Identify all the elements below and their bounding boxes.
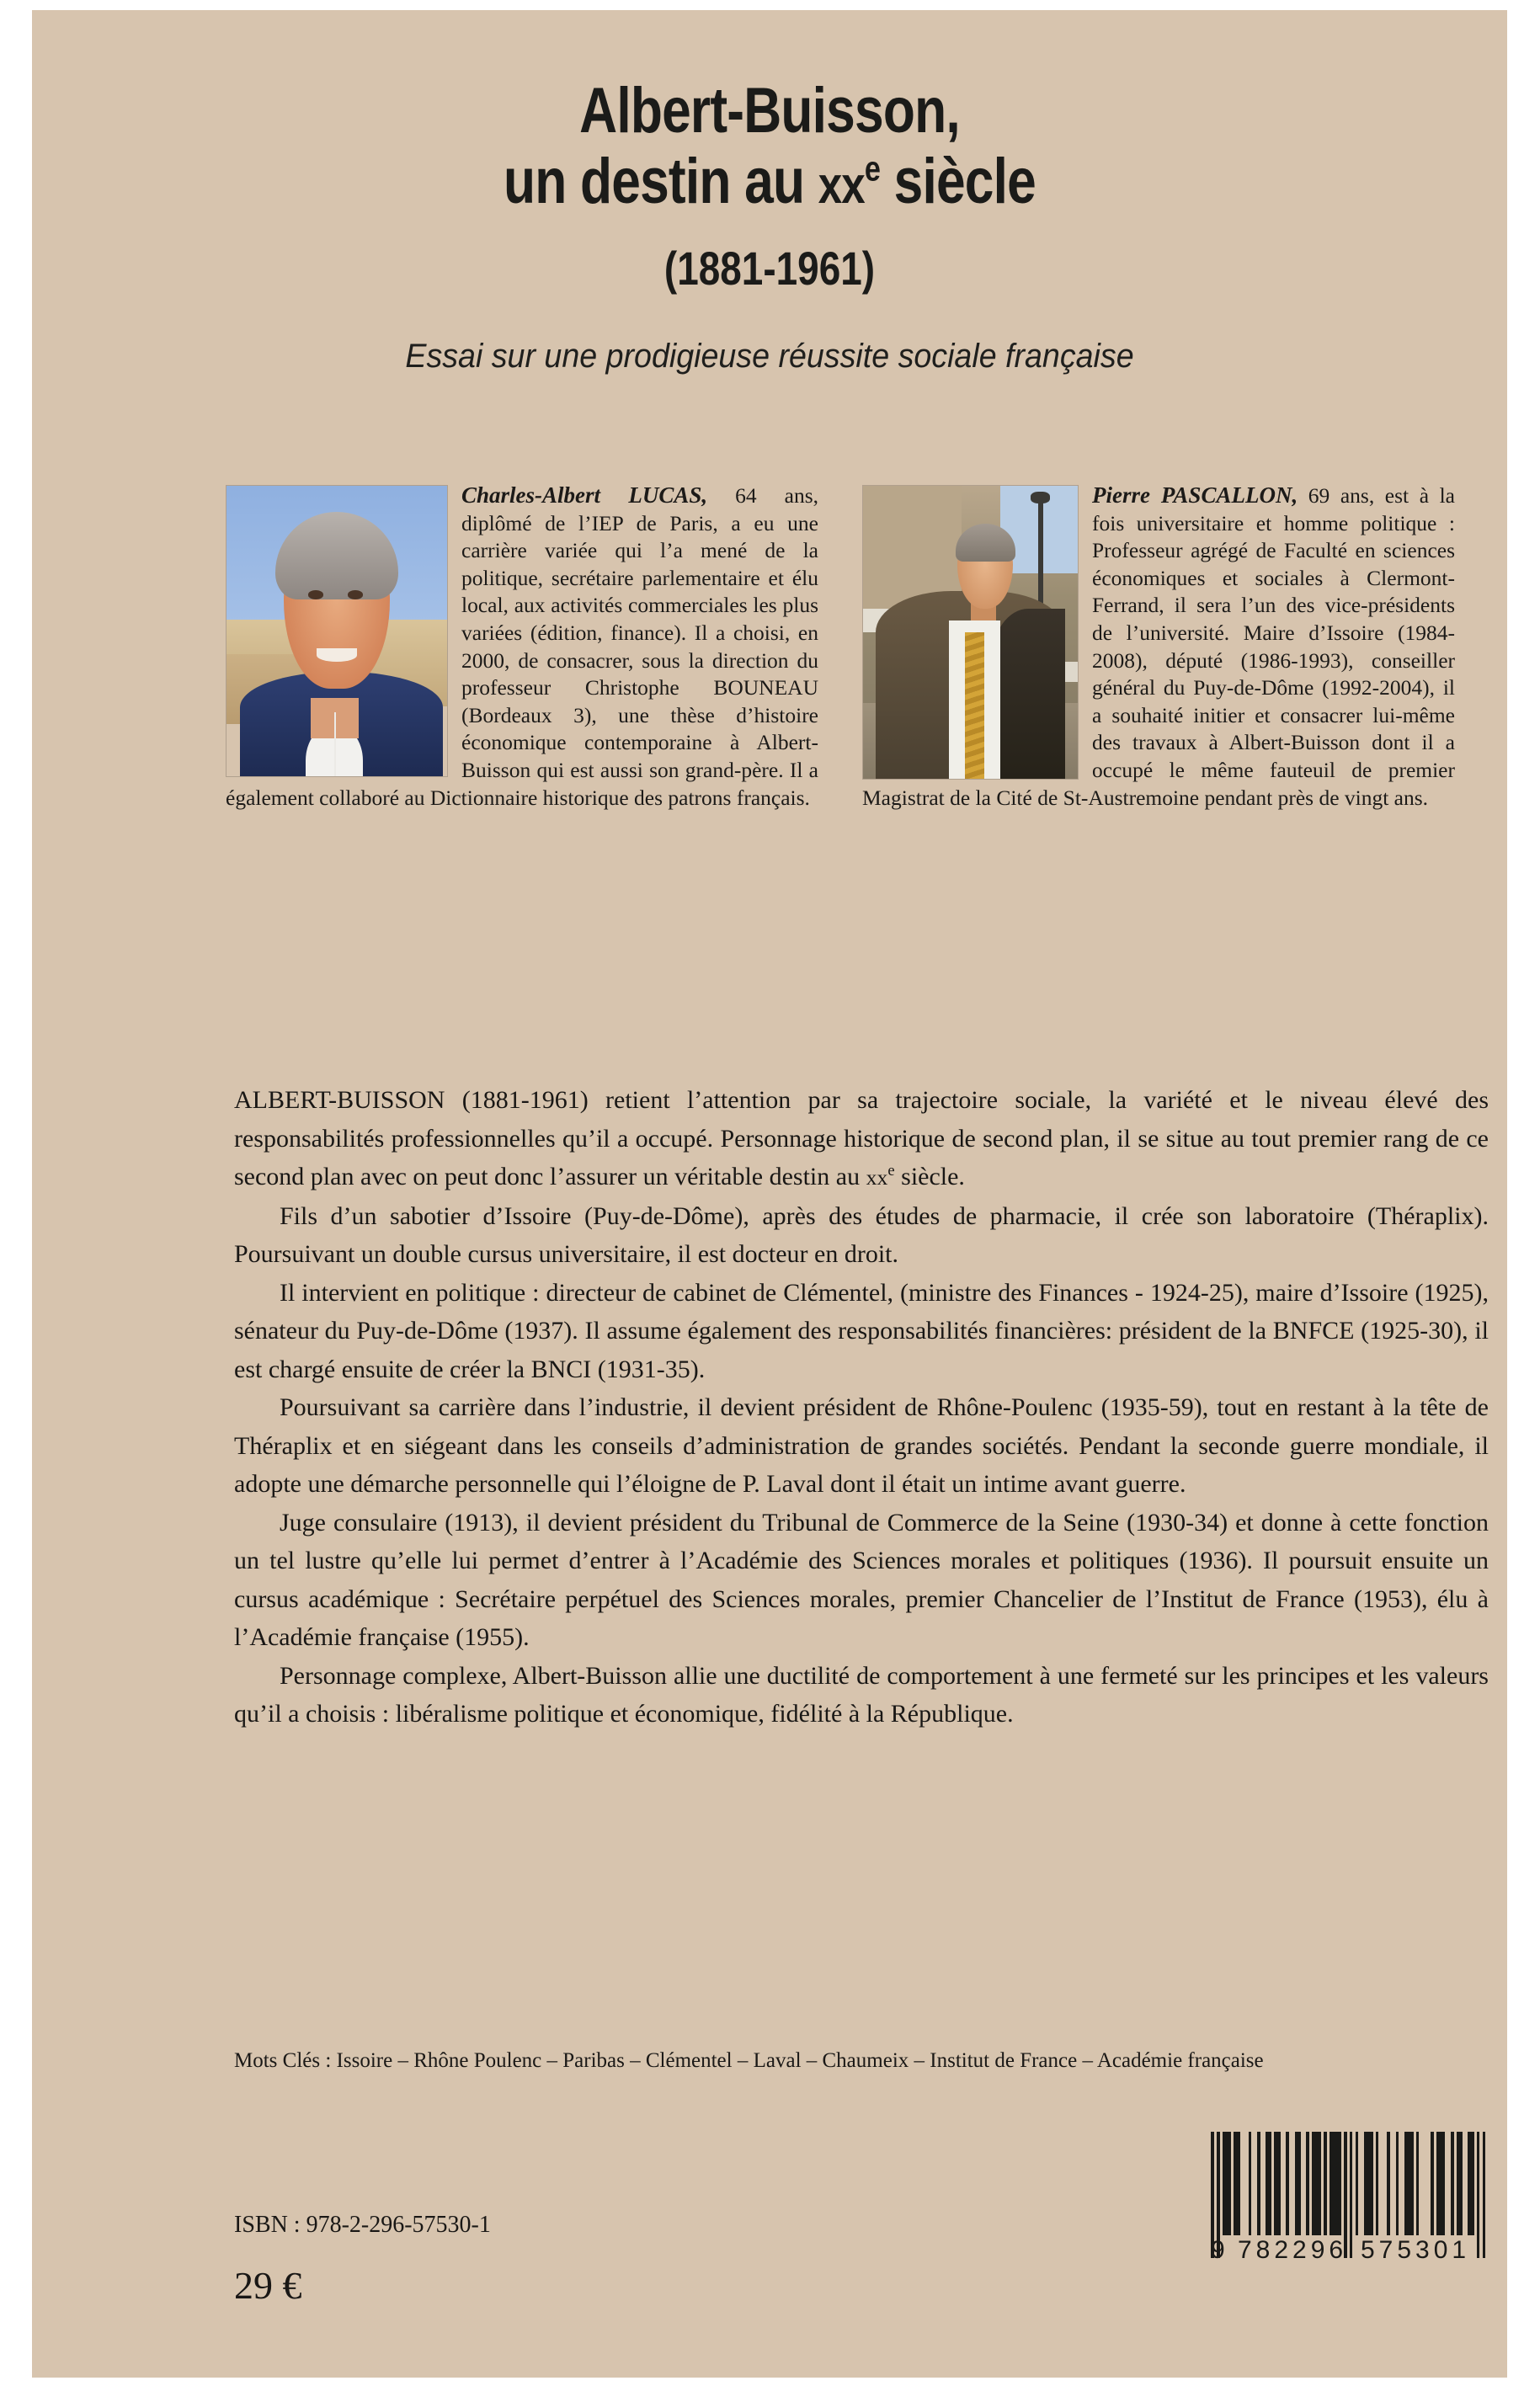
title-century-numeral: xx [818, 157, 865, 215]
book-subtitle: Essai sur une prodigieuse réussite sociale française [405, 338, 1134, 375]
author-bio-text-pascallon: 69 ans, est à la fois universitaire et homme politique : Professeur agrégé de Faculté en sciences économiques et sociales à Clermont-Ferrand, il sera l’un des vice-présidents de l’université. Maire d’Issoire (1984-2008), député (1986-1993), conseiller général du Puy-de-Dôme (1992-2004), il a souhaité initier et consacrer lui-même des travaux à Albert-Buisson dont il a occupé le même fauteuil de premier Magistrat de la Cité de St-Austremoine pendant près de vingt ans. [862, 483, 1455, 810]
blurb-century-numeral: xx [866, 1165, 888, 1190]
barcode-digits [1211, 2236, 1485, 2265]
title-line2-prefix: un destin au [504, 146, 818, 217]
title-line2-suffix: siècle [880, 146, 1036, 217]
blurb-p1-prefix: ALBERT-BUISSON (1881-1961) retient l’attention par sa trajectoire sociale, la variété et le niveau élevé des responsabilités professionnelles qu’il a occupé. Personnage historique de second plan, il se situe au tout premier rang de ce second plan avec on peut donc l’assurer un véritable destin au [234, 1086, 1489, 1190]
author-bio-text-lucas: 64 ans, diplômé de l’IEP de Paris, a eu une carrière variée qui l’a mené de la politique, secrétaire parlementaire et élu local, aux activités commerciales les plus variées (édition, finance). Il a choisi, en 2000, de consacrer, sous la direction du professeur Christophe BOUNEAU (Bordeaux 3), une thèse d’histoire économique contemporaine à Albert-Buisson qui est aussi son grand-père. Il a également collaboré au Dictionnaire historique des patrons français. [226, 483, 818, 810]
book-title-line-1: Albert-Buisson, [579, 75, 960, 146]
author-name-pascallon: Pierre PASCALLON, [1092, 482, 1298, 508]
barcode-group-2: 575301 [1361, 2236, 1471, 2264]
blurb-paragraph-2: Fils d’un sabotier d’Issoire (Puy-de-Dôme), après des études de pharmacie, il crée son laboratoire (Théraplix). Poursuivant un double cursus universitaire, il est docteur en droit. [234, 1201, 1489, 1268]
ean13-barcode [1211, 2132, 1485, 2307]
author-bio-lucas [226, 482, 818, 812]
blurb-paragraph-5: Juge consulaire (1913), il devient président du Tribunal de Commerce de la Seine (1930-34) et donne à cette fonction un tel lustre qu’elle lui permet d’entrer à l’Académie des Sciences morales et politiques (1936). Il poursuit ensuite un cursus académique : Secrétaire perpétuel des Sciences morales, premier Chancelier de l’Institut de France (1953), élu à l’Académie française (1955). [234, 1508, 1489, 1651]
photo-eye-right [348, 590, 363, 599]
blurb-paragraph-1 [234, 1081, 1489, 1197]
blurb-paragraph-6: Personnage complexe, Albert-Buisson allie une ductilité de comportement à une fermeté sur les principes et les valeurs qu’il a choisis : libéralisme politique et économique, fidélité à la République. [234, 1661, 1489, 1728]
author-photo-pascallon [862, 485, 1079, 780]
photo-jacket-shadow [992, 609, 1065, 779]
isbn-text: ISBN : 978-2-296-57530-1 [234, 2212, 491, 2238]
blurb-p1-suffix: siècle. [894, 1163, 965, 1190]
photo-street-lamp-head [1031, 492, 1050, 503]
book-title-line-2 [165, 146, 1375, 221]
title-century-ordinal-suffix: e [864, 148, 881, 189]
author-name-lucas: Charles-Albert LUCAS, [461, 482, 708, 508]
author-bio-pascallon [862, 482, 1455, 812]
blurb-paragraph-3: Il intervient en politique : directeur de cabinet de Clémentel, (ministre des Finances - 1924-25), maire d’Issoire (1925), sénateur du Puy-de-Dôme (1937). Il assume également des responsabilités financières: président de la BNFCE (1925-30), il est chargé ensuite de créer la BNCI (1931-35). [234, 1278, 1489, 1383]
blurb-century-ordinal-suffix: e [887, 1162, 895, 1180]
author-bios [226, 482, 1489, 812]
title-block [32, 76, 1507, 376]
photo-smile [317, 648, 356, 662]
price-text: 29 € [234, 2264, 302, 2307]
photo-hood-cord [334, 712, 336, 776]
photo-eye-left [308, 590, 323, 599]
book-title-dates: (1881-1961) [663, 242, 876, 295]
keywords-line: Mots Clés : Issoire – Rhône Poulenc – Paribas – Clémentel – Laval – Chaumeix – Institut de France – Académie française [234, 2049, 1264, 2072]
author-photo-lucas [226, 485, 448, 777]
blurb-paragraph-4: Poursuivant sa carrière dans l’industrie, il devient président de Rhône-Poulenc (1935-59), tout en restant à la tête de Théraplix et en siégeant dans les conseils d’administration de grandes sociétés. Pendant la seconde guerre mondiale, il adopte une démarche personnelle qui l’éloigne de P. Laval dont il était un intime avant guerre. [234, 1393, 1489, 1498]
book-back-cover [32, 10, 1507, 2378]
barcode-group-1: 782296 [1238, 2236, 1348, 2264]
barcode-lead-digit: 9 [1211, 2236, 1228, 2264]
back-cover-blurb [234, 1081, 1489, 1734]
photo-tie [965, 632, 984, 779]
